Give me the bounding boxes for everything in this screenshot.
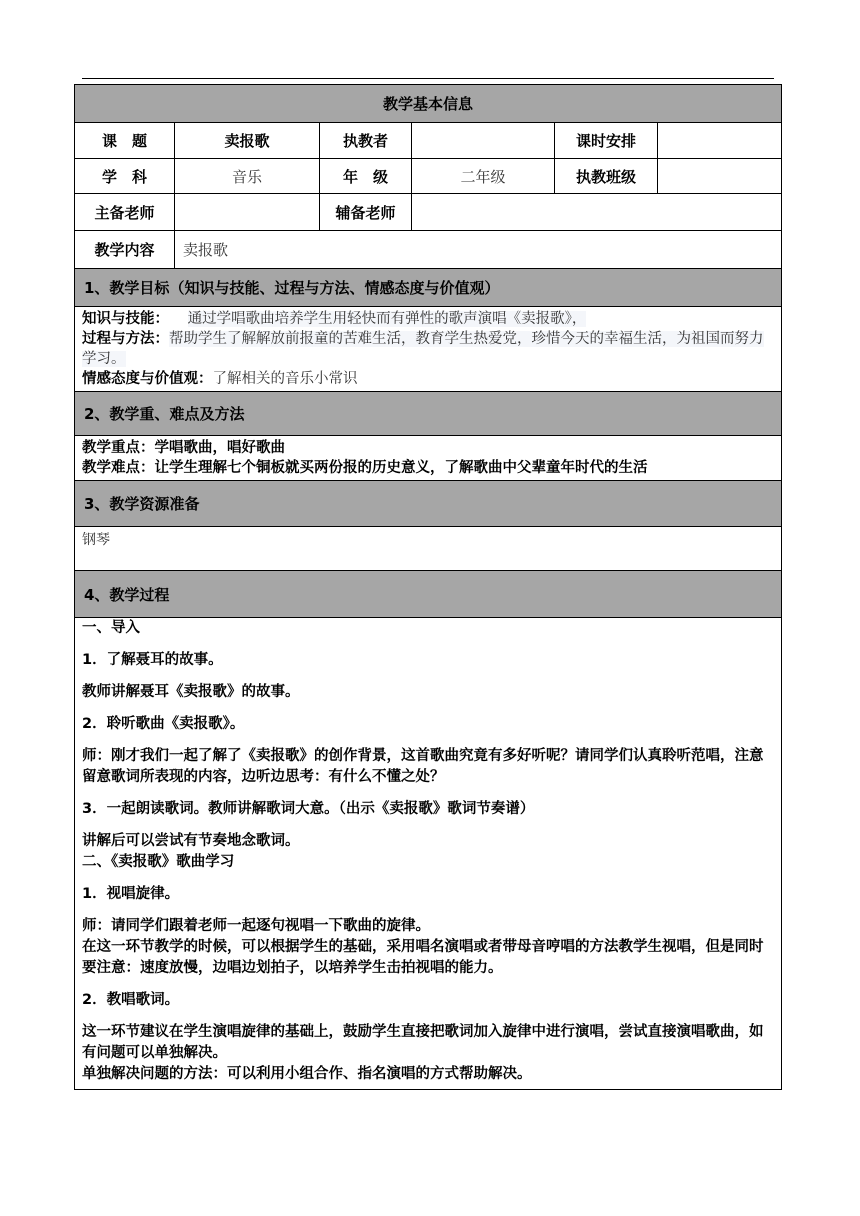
knowledge-line xyxy=(82,309,776,329)
lesson-plan-table xyxy=(74,84,782,1090)
process-body-row xyxy=(75,618,782,1090)
objectives-header-row xyxy=(75,269,782,307)
process-body xyxy=(75,618,782,1090)
knowledge-label: 知识与技能： xyxy=(82,311,169,327)
objectives-title: 1、教学目标（知识与技能、过程与方法、情感态度与价值观） xyxy=(75,269,782,307)
info-row-4 xyxy=(75,231,782,269)
table-title: 教学基本信息 xyxy=(75,85,782,123)
subject-label: 学 科 xyxy=(75,159,175,194)
objectives-body xyxy=(75,307,782,392)
process-line: 教师讲解聂耳《卖报歌》的故事。 xyxy=(82,684,300,700)
attitude-label: 情感态度与价值观： xyxy=(82,371,213,387)
key-points-body xyxy=(75,436,782,481)
process-line: 单独解决问题的方法：可以利用小组合作、指名演唱的方式帮助解决。 xyxy=(82,1066,532,1082)
process-line: 2．教唱歌词。 xyxy=(82,992,180,1008)
content-value: 卖报歌 xyxy=(175,231,782,269)
lead-teacher-value xyxy=(175,194,320,231)
resources-text: 钢琴 xyxy=(75,527,782,571)
info-row-3 xyxy=(75,194,782,231)
process-title: 4、教学过程 xyxy=(75,571,782,618)
top-rule xyxy=(82,78,774,79)
topic-value: 卖报歌 xyxy=(175,123,320,159)
knowledge-text: 通过学唱歌曲培养学生用轻快而有弹性的歌声演唱《卖报歌》， xyxy=(187,311,587,327)
process-line: 师：刚才我们一起了解了《卖报歌》的创作背景，这首歌曲究竟有多好听呢？请同学们认真聆听范唱，注意留意歌词所表现的内容，边听边思考：有什么不懂之处？ xyxy=(82,748,764,785)
process-method-text: 帮助学生了解解放前报童的苦难生活，教育学生热爱党，珍惜今天的幸福生活，为祖国而努力学习。 xyxy=(82,331,764,367)
teacher-value xyxy=(412,123,555,159)
key-points-title: 2、教学重、难点及方法 xyxy=(75,392,782,436)
process-line: 讲解后可以尝试有节奏地念歌词。 xyxy=(82,833,300,849)
process-method-line xyxy=(82,329,776,369)
process-line: 一、导入 xyxy=(82,620,140,636)
key-points-body-row xyxy=(75,436,782,481)
key-point-line: 教学重点：学唱歌曲，唱好歌曲 xyxy=(82,440,285,456)
header-row xyxy=(75,85,782,123)
difficult-point-line: 教学难点：让学生理解七个铜板就买两份报的历史意义，了解歌曲中父辈童年时代的生活 xyxy=(82,460,648,476)
info-row-1 xyxy=(75,123,782,159)
attitude-line xyxy=(82,369,776,389)
teacher-label: 执教者 xyxy=(320,123,412,159)
process-line: 2．聆听歌曲《卖报歌》。 xyxy=(82,716,245,732)
process-method-label: 过程与方法： xyxy=(82,331,169,347)
process-line: 二、《卖报歌》歌曲学习 xyxy=(82,854,235,870)
process-line: 3．一起朗读歌词。教师讲解歌词大意。（出示《卖报歌》歌词节奏谱） xyxy=(82,801,535,817)
process-line: 师：请同学们跟着老师一起逐句视唱一下歌曲的旋律。 xyxy=(82,918,430,934)
process-line: 1．了解聂耳的故事。 xyxy=(82,652,223,668)
info-row-2 xyxy=(75,159,782,194)
process-line: 1．视唱旋律。 xyxy=(82,886,180,902)
assist-teacher-value xyxy=(412,194,782,231)
attitude-text: 了解相关的音乐小常识 xyxy=(212,371,358,387)
process-header-row xyxy=(75,571,782,618)
process-line: 在这一环节教学的时候，可以根据学生的基础，采用唱名演唱或者带母音哼唱的方法教学生视唱，但是同时要注意：速度放慢，边唱边划拍子，以培养学生击拍视唱的能力。 xyxy=(82,939,764,976)
resources-header-row xyxy=(75,481,782,527)
topic-label: 课 题 xyxy=(75,123,175,159)
schedule-value xyxy=(658,123,782,159)
class-value xyxy=(658,159,782,194)
assist-teacher-label: 辅备老师 xyxy=(320,194,412,231)
key-points-header-row xyxy=(75,392,782,436)
resources-body-row xyxy=(75,527,782,571)
process-line: 这一环节建议在学生演唱旋律的基础上，鼓励学生直接把歌词加入旋律中进行演唱，尝试直接演唱歌曲，如有问题可以单独解决。 xyxy=(82,1024,764,1061)
content-label: 教学内容 xyxy=(75,231,175,269)
grade-value: 二年级 xyxy=(412,159,555,194)
subject-value: 音乐 xyxy=(175,159,320,194)
objectives-body-row xyxy=(75,307,782,392)
schedule-label: 课时安排 xyxy=(555,123,658,159)
class-label: 执教班级 xyxy=(555,159,658,194)
lead-teacher-label: 主备老师 xyxy=(75,194,175,231)
grade-label: 年 级 xyxy=(320,159,412,194)
resources-title: 3、教学资源准备 xyxy=(75,481,782,527)
